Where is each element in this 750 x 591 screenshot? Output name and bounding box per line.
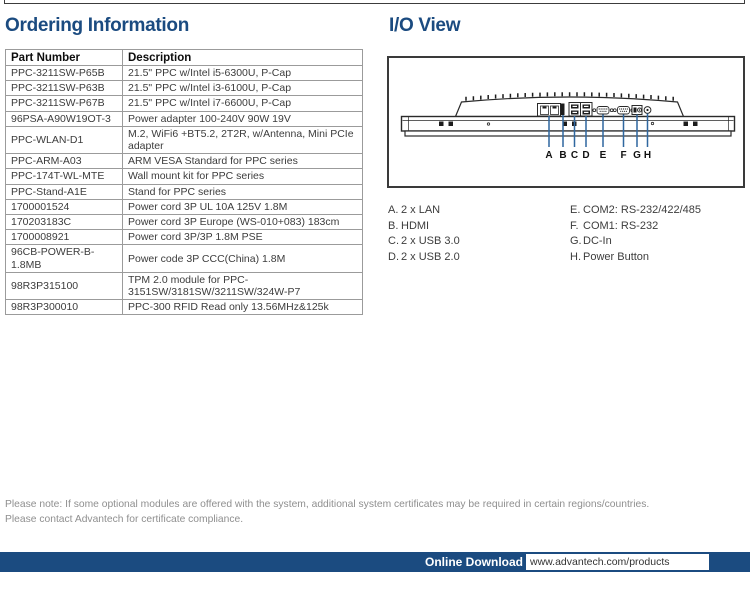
ordering-table [5, 49, 363, 315]
footer-bar [0, 552, 750, 572]
description-cell: TPM 2.0 module for PPC-3151SW/3181SW/3211SW/324W-P7 [123, 272, 363, 299]
port-g-dc-in [632, 106, 642, 115]
io-legend-item [570, 250, 745, 266]
part-number-cell: PPC-Stand-A1E [6, 184, 123, 199]
io-legend-item [570, 203, 745, 219]
port-label-h: H [643, 150, 652, 161]
port-label-b: B [559, 150, 567, 161]
io-view-title: I/O View [389, 15, 461, 36]
port-label-d: D [582, 150, 590, 161]
io-view-diagram [387, 56, 745, 188]
port-label-a: A [545, 150, 553, 161]
port-b-hdmi [561, 104, 565, 116]
table-row [6, 300, 363, 315]
io-legend-letter: B. [388, 219, 399, 232]
io-legend-letter: E. [570, 204, 581, 216]
io-legend-label: DC-In [583, 235, 612, 247]
table-row [6, 66, 363, 81]
note-line-2: Please contact Advantech for certificate compliance. [5, 514, 244, 525]
previous-section-border [4, 0, 745, 4]
port-label-e: E [599, 150, 607, 161]
io-legend-label: Power Button [583, 250, 650, 263]
port-label-g: G [633, 150, 641, 161]
ordering-information-title: Ordering Information [5, 15, 190, 36]
part-number-cell: 1700008921 [6, 230, 123, 245]
io-legend-item [570, 234, 745, 250]
device-bottom-view-drawing [389, 58, 743, 186]
port-d-usb2-stack [581, 103, 593, 117]
table-row [6, 169, 363, 184]
description-cell: PPC-300 RFID Read only 13.56MHz&125k [123, 300, 363, 315]
part-number-cell: 96CB-POWER-B-1.8MB [6, 245, 123, 272]
io-legend-letter: D. [388, 250, 399, 263]
io-legend-letter: F. [570, 219, 579, 232]
bezel-lip [405, 131, 731, 136]
note-line-1: Please note: If some optional modules are offered with the system, additional system certificates may be required in certain regions/countries. [5, 499, 650, 510]
compliance-note [5, 497, 649, 527]
port-label-c: C [570, 150, 579, 161]
io-legend-item [388, 250, 570, 266]
description-header: Description [123, 50, 363, 66]
table-row [6, 81, 363, 96]
io-legend-letter: C. [388, 235, 399, 247]
screw-dot [487, 123, 489, 125]
port-label-f: F [620, 150, 627, 161]
io-legend-label: HDMI [401, 219, 430, 232]
io-legend-right-column [570, 203, 745, 265]
io-legend-letter: G. [570, 235, 582, 247]
screw-dot [651, 122, 653, 124]
description-cell: Power code 3P CCC(China) 1.8M [123, 245, 363, 272]
table-row [6, 230, 363, 245]
io-legend-label: COM2: RS-232/422/485 [583, 204, 702, 216]
ordering-table-header-row [6, 50, 363, 66]
description-cell: 21.5" PPC w/Intel i7-6600U, P-Cap [123, 96, 363, 111]
io-legend-item [388, 234, 570, 250]
part-number-cell: PPC-3211SW-P67B [6, 96, 123, 111]
description-cell: M.2, WiFi6 +BT5.2, 2T2R, w/Antenna, Mini PCIe adapter [123, 126, 363, 153]
part-number-cell: 170203183C [6, 215, 123, 230]
io-legend-letter: H. [570, 250, 581, 263]
ordering-table-body [6, 66, 363, 315]
online-download-label: Online Download [425, 555, 523, 569]
io-legend-left-column [388, 203, 570, 265]
description-cell: Power cord 3P UL 10A 125V 1.8M [123, 199, 363, 214]
description-cell: Power cord 3P/3P 1.8M PSE [123, 230, 363, 245]
description-cell: 21.5" PPC w/Intel i5-6300U, P-Cap [123, 66, 363, 81]
part-number-cell: PPC-WLAN-D1 [6, 126, 123, 153]
description-cell: 21.5" PPC w/Intel i3-6100U, P-Cap [123, 81, 363, 96]
port-c-usb3-stack [569, 103, 581, 117]
io-legend-item [388, 203, 570, 219]
table-row [6, 199, 363, 214]
part-number-cell: 98R3P315100 [6, 272, 123, 299]
io-legend-label: 2 x USB 3.0 [401, 235, 460, 247]
table-row [6, 272, 363, 299]
table-row [6, 184, 363, 199]
table-row [6, 215, 363, 230]
description-cell: Wall mount kit for PPC series [123, 169, 363, 184]
description-cell: Power adapter 100-240V 90W 19V [123, 111, 363, 126]
port-h-power-button [644, 107, 651, 114]
part-number-cell: PPC-3211SW-P63B [6, 81, 123, 96]
io-port-legend [388, 203, 745, 265]
part-number-cell: PPC-174T-WL-MTE [6, 169, 123, 184]
io-legend-item [388, 219, 570, 235]
io-legend-label: 2 x LAN [401, 204, 441, 216]
description-cell: Stand for PPC series [123, 184, 363, 199]
io-legend-label: COM1: RS-232 [583, 219, 659, 232]
part-number-cell: 96PSA-A90W19OT-3 [6, 111, 123, 126]
part-number-header: Part Number [6, 50, 123, 66]
table-row [6, 126, 363, 153]
io-legend-item [570, 219, 745, 235]
port-a-dual-lan [538, 104, 561, 117]
table-row [6, 96, 363, 111]
part-number-cell: PPC-ARM-A03 [6, 154, 123, 169]
io-legend-label: 2 x USB 2.0 [401, 250, 460, 263]
description-cell: ARM VESA Standard for PPC series [123, 154, 363, 169]
download-url[interactable]: www.advantech.com/products [526, 554, 709, 570]
table-row [6, 111, 363, 126]
part-number-cell: 1700001524 [6, 199, 123, 214]
description-cell: Power cord 3P Europe (WS-010+083) 183cm [123, 215, 363, 230]
io-legend-letter: A. [388, 204, 399, 216]
part-number-cell: PPC-3211SW-P65B [6, 66, 123, 81]
table-row [6, 245, 363, 272]
table-row [6, 154, 363, 169]
part-number-cell: 98R3P300010 [6, 300, 123, 315]
